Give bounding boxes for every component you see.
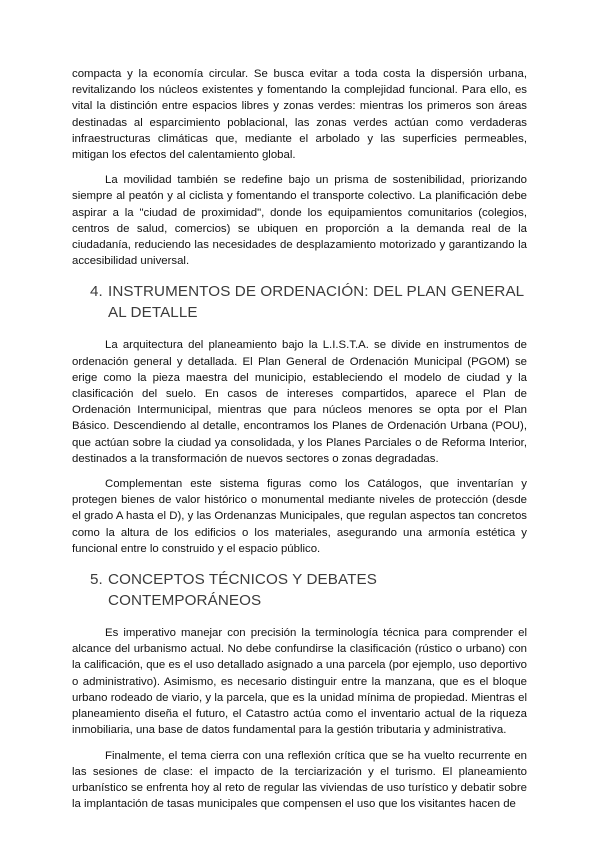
- paragraph-intro-2: La movilidad también se redefine bajo un prisma de sostenibilidad, priorizando siempre al peatón y al ciclista y fomentando el transporte colectivo. La planificación debe aspirar a la "ciudad de proximidad", donde los equipamientos comunitarios (colegios, centros de salud, comercios) se ubiquen en proporción a la demanda real de la ciudadanía, reduciendo las necesidades de desplazamiento motorizado y garantizando la accesibilidad universal.: [72, 174, 527, 268]
- paragraph-section-4-1: La arquitectura del planeamiento bajo la L.I.S.T.A. se divide en instrumentos de ordenación general y detallada. El Plan General de Ordenación Municipal (PGOM) se erige como la pieza maestra del municipio, estableciendo el modelo de ciudad y la clasificación del suelo. En casos de intereses compartidos, aparece el Plan de Ordenación Intermunicipal, mientras que para núcleos menores se opta por el Plan Básico. Descendiendo al detalle, encontramos los Planes de Ordenación Urbana (POU), que actúan sobre la ciudad ya consolidada, y los Planes Parciales o de Reforma Interior, destinados a la transformación de nuevos sectores o zonas degradadas.: [72, 339, 527, 465]
- section-4-title: INSTRUMENTOS DE ORDENACIÓN: DEL PLAN GENERAL AL DETALLE: [108, 283, 524, 322]
- section-5-heading: [72, 569, 527, 611]
- section-4-number: 4.: [90, 283, 103, 301]
- section-5-number: 5.: [90, 571, 103, 589]
- paragraph-section-4-2: Complementan este sistema figuras como los Catálogos, que inventarían y protegen bienes de valor histórico o monumental mediante niveles de protección (desde el grado A hasta el D), y las Ordenanzas Municipales, que regulan aspectos tan concretos como la altura de los edificios o los materiales, asegurando una armonía estética y funcional entre lo construido y el espacio público.: [72, 478, 527, 555]
- section-5-title: CONCEPTOS TÉCNICOS Y DEBATES CONTEMPORÁNEOS: [108, 571, 377, 610]
- paragraph-intro-1: compacta y la economía circular. Se busca evitar a toda costa la dispersión urbana, revitalizando los núcleos existentes y fomentando la complejidad funcional. Para ello, es vital la distinción entre espacios libres y zonas verdes: mientras los primeros son áreas destinadas al esparcimiento poblacional, las zonas verdes actúan como verdaderas infraestructuras climáticas que, mediante el arbolado y las superficies permeables, mitigan los efectos del calentamiento global.: [72, 68, 527, 162]
- document-page: [72, 66, 527, 812]
- paragraph-section-5-1: Es imperativo manejar con precisión la terminología técnica para comprender el alcance del urbanismo actual. No debe confundirse la clasificación (rústico o urbano) con la calificación, que es el uso detallado asignado a una parcela (por ejemplo, uso deportivo o administrativo). Asimismo, es necesario distinguir entre la manzana, que es el bloque urbano rodeado de viario, y la parcela, que es la unidad mínima de propiedad. Mientras el planeamiento diseña el futuro, el Catastro actúa como el inventario actual de la riqueza inmobiliaria, una base de datos fundamental para la gestión tributaria y administrativa.: [72, 627, 527, 737]
- section-4-heading: [72, 281, 527, 323]
- paragraph-section-5-2: Finalmente, el tema cierra con una reflexión crítica que se ha vuelto recurrente en las sesiones de clase: el impacto de la terciarización y el turismo. El planeamiento urbanístico se enfrenta hoy al reto de regular las viviendas de uso turístico y debatir sobre la implantación de tasas municipales que compensen el uso que los visitantes hacen de: [72, 749, 527, 811]
